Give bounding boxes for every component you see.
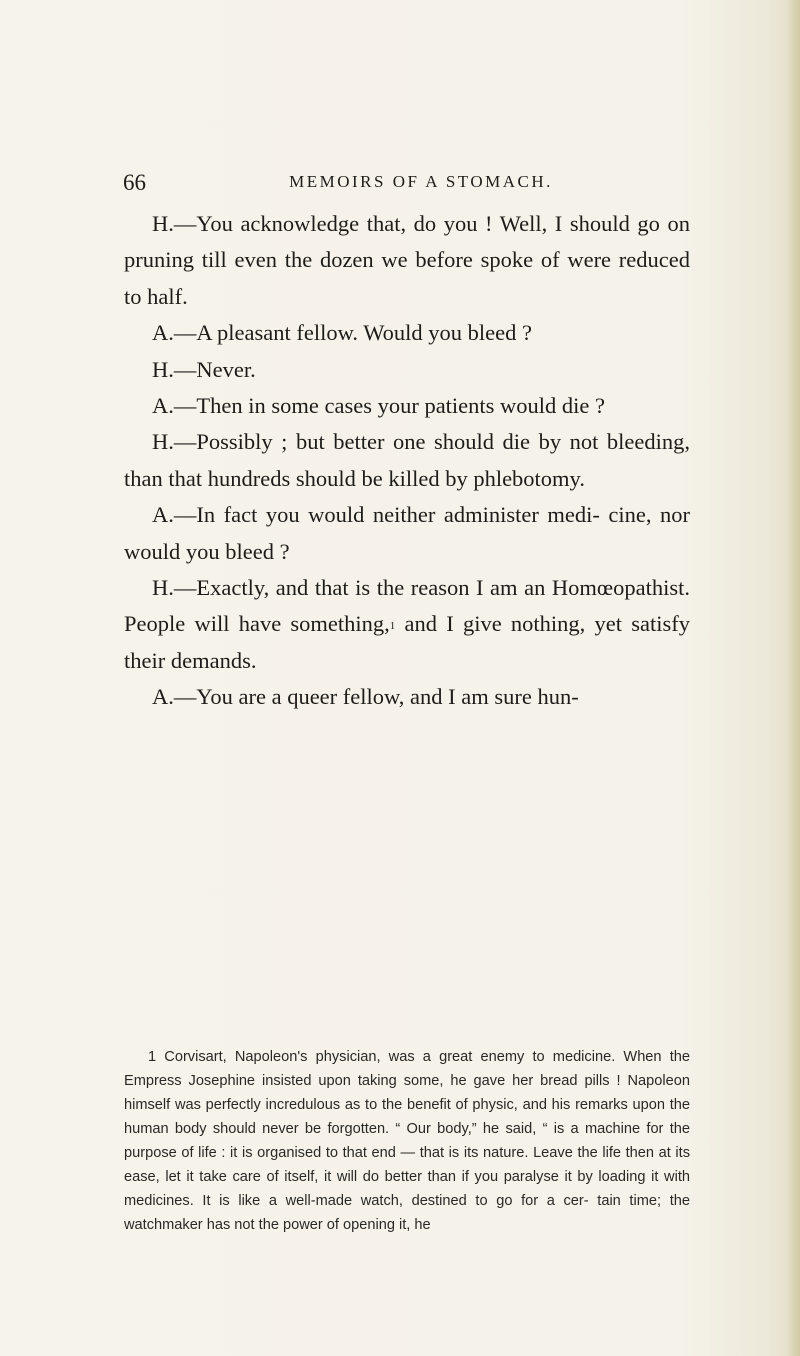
paragraph: A.—A pleasant fellow. Would you bleed ? <box>152 320 532 346</box>
footnote-text: Corvisart, Napoleon's physician, was a great enemy to medicine. When the Empress Josephine insisted upon taking some, he gave her bread pills ! Napoleon himself was perfectly incredulous as to the benefit of physic, and his remarks upon the human body should never be forgotten. “ Our body,” he said, “ is a machine for the purpose of life : it is organised to that end — that is its nature. Leave the life then at its ease, let it take care of itself, it will do better than if you paralyse it by loading it with medicines. It is like a well-made watch, destined to go for a cer- tain time; the watchmaker has not the power of opening it, he <box>124 1049 690 1233</box>
main-text <box>124 206 690 716</box>
paragraph: H.—Possibly ; but better one should die by not bleeding, than that hundreds should be killed by phlebotomy. <box>124 429 690 491</box>
running-head <box>123 170 693 198</box>
footnote-reference[interactable]: 1 <box>389 620 396 633</box>
paragraph: A.—You are a queer fellow, and I am sure hun- <box>152 684 579 710</box>
footnote-marker: 1 <box>148 1049 157 1065</box>
footnote <box>124 1045 690 1237</box>
footnote-paragraph <box>124 1045 690 1237</box>
paragraph: H.—Never. <box>152 356 256 382</box>
running-title: MEMOIRS OF A STOMACH. <box>289 172 553 191</box>
paragraph-with-footnote <box>124 570 690 679</box>
page-edge-shadow <box>786 0 800 1356</box>
paragraph-text: H.—Exactly, and that is the reason I am an Homœopathist. People will have something, <box>124 575 690 637</box>
page-number: 66 <box>123 170 146 195</box>
paragraph: A.—Then in some cases your patients would die ? <box>152 393 606 419</box>
paragraph: A.—In fact you would neither administer medi- cine, nor would you bleed ? <box>124 502 690 564</box>
paragraph: H.—You acknowledge that, do you ! Well, I should go on pruning till even the dozen we before spoke of were reduced to half. <box>124 211 690 309</box>
paragraph-text: and I give nothing, yet satisfy their demands. <box>124 611 690 673</box>
